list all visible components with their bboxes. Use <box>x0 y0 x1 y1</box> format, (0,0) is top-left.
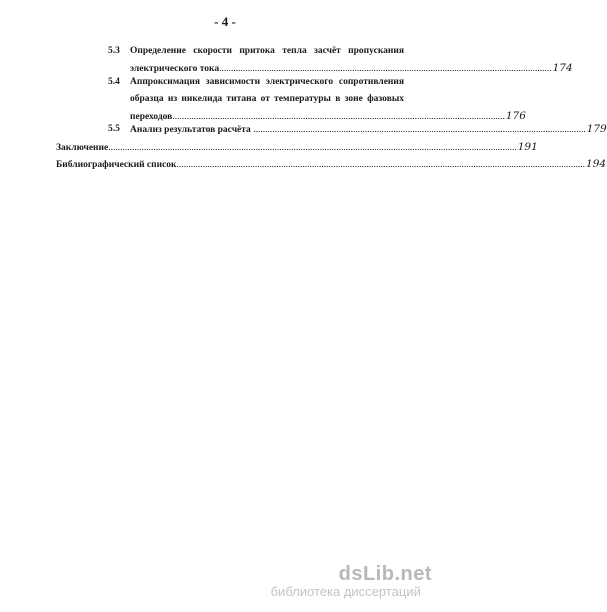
toc-entry-title: Анализ результатов расчёта <box>130 125 251 135</box>
dot-leader: ............................................................................................................................................................................ <box>176 160 586 170</box>
toc-entry-number: 5.5 <box>108 124 120 134</box>
toc-page-number: 194 <box>586 158 607 170</box>
toc-entry-5-3[interactable] <box>108 43 573 78</box>
dot-leader: ............................................................................................................................................................................ <box>108 143 517 153</box>
watermark-logo: dsLib.net <box>338 563 432 585</box>
toc-entry-title: Определение скорости притока тепла засчёт пропускания <box>130 46 404 56</box>
toc-entry-title: образца из никелида титана от температуры в зоне фазовых <box>130 94 404 104</box>
toc-entry-bibliography[interactable] <box>56 156 607 174</box>
dot-leader: ............................................................................................................................................ <box>172 112 505 122</box>
toc-page-number: 191 <box>517 141 538 153</box>
dot-leader: ............................................................................................................................................ <box>250 125 586 135</box>
watermark <box>271 564 432 600</box>
toc-entry-title: переходов <box>130 112 173 122</box>
toc-entry-5-4[interactable] <box>108 74 526 126</box>
toc-entry-number: 5.4 <box>108 77 120 87</box>
toc-page-number: 176 <box>505 110 526 122</box>
toc-entry-conclusion[interactable] <box>56 139 538 157</box>
dot-leader: ............................................................................................................................................ <box>219 64 552 74</box>
toc-entry-title: Заключение <box>56 143 109 153</box>
watermark-subtitle: библиотека диссертаций <box>270 584 421 599</box>
toc-entry-number: 5.3 <box>108 46 120 56</box>
page-number: - 4 - <box>214 14 236 29</box>
toc-page-number: 179 <box>586 123 607 135</box>
toc-entry-title: Аппроксимация зависимости электрического сопротивления <box>130 77 404 87</box>
toc-entry-title: Библиографический список <box>56 160 177 170</box>
toc-entry-5-5[interactable] <box>108 121 607 139</box>
toc-entry-title: электрического тока <box>130 64 220 74</box>
toc-page-number: 174 <box>552 62 573 74</box>
